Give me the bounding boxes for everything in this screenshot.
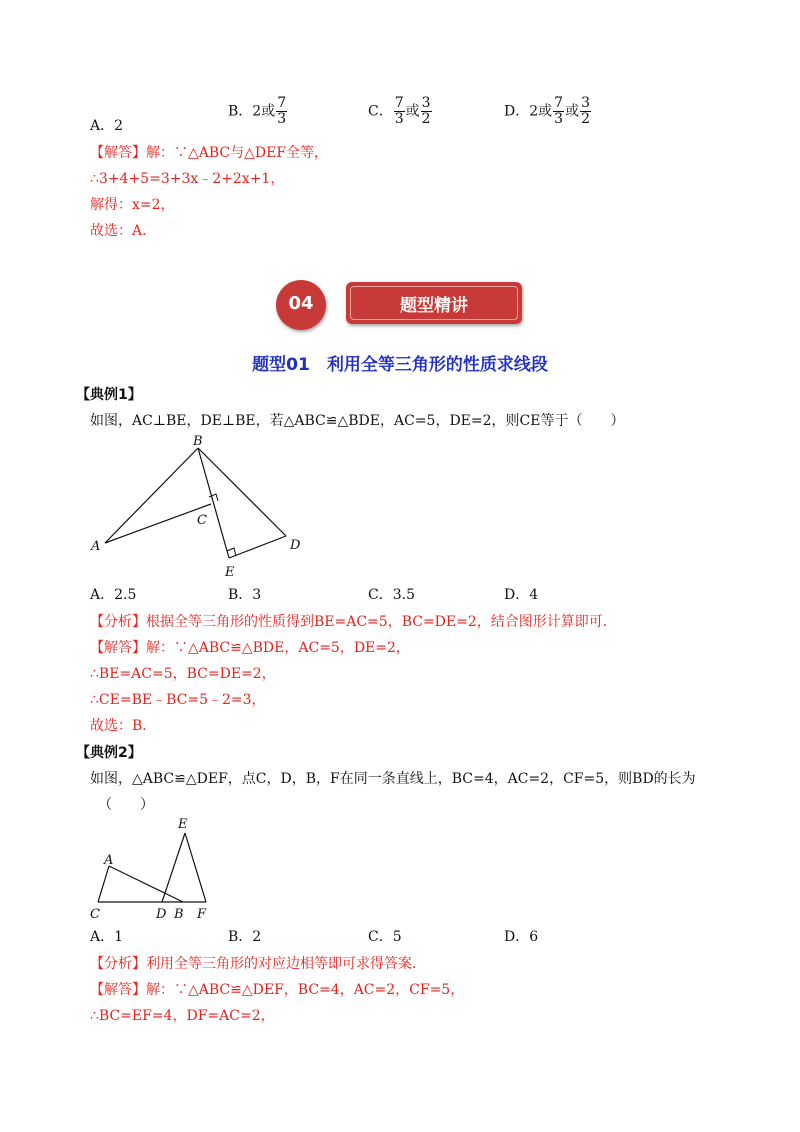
option-c-fraction-1 — [394, 96, 405, 127]
option-b-or: 或 — [261, 103, 276, 120]
fraction-numerator: 7 — [277, 95, 287, 111]
point-label-f: F — [197, 907, 207, 922]
segment-ef — [185, 833, 206, 902]
point-label-d: D — [156, 907, 167, 922]
option-c — [368, 96, 433, 127]
point-label-e: E — [178, 817, 188, 832]
example-2-figure — [86, 812, 226, 922]
example-1-option-c: C．3.5 — [368, 587, 415, 603]
example-2-solution-line-2: ∴BC=EF=4，DF=AC=2， — [90, 1008, 275, 1024]
banner-title-box — [346, 282, 522, 324]
top-solution-line-4: 故选：A． — [90, 223, 157, 239]
option-a — [90, 117, 123, 135]
fraction-numerator: 7 — [554, 95, 564, 111]
banner-number: 04 — [288, 293, 314, 314]
section-banner — [276, 280, 526, 330]
example-2-question-line-1: 如图，△ABC≌△DEF，点C，D，B，F在同一条直线上，BC=4，AC=2，CF=5，则BD的长为 — [90, 771, 696, 787]
example-2-solution-line-1: 【解答】解：∵△ABC≌△DEF，BC=4，AC=2，CF=5， — [90, 982, 465, 998]
segment-de — [162, 833, 185, 902]
fraction-denominator: 3 — [394, 111, 404, 127]
segment-ca — [98, 866, 109, 902]
top-solution-line-3: 解得：x=2， — [90, 197, 175, 213]
example-2-option-a: A．1 — [90, 929, 124, 945]
point-label-b: B — [174, 907, 184, 922]
option-a-label: A．2 — [90, 118, 124, 134]
segment-ab — [105, 448, 198, 543]
point-label-e: E — [225, 565, 235, 580]
example-1-analysis: 【分析】根据全等三角形的性质得到BE=AC=5，BC=DE=2，结合图形计算即可． — [90, 614, 617, 630]
point-label-c: C — [90, 907, 100, 922]
fraction-denominator: 2 — [581, 111, 590, 127]
option-d-or-2: 或 — [565, 103, 580, 120]
segment-ac — [105, 504, 211, 543]
option-d-fraction-1 — [553, 96, 564, 127]
example-1-solution-line-1: 【解答】解：∵△ABC≌△BDE，AC=5，DE=2， — [90, 640, 410, 656]
segment-be — [198, 448, 229, 558]
option-c-fraction-2 — [421, 96, 432, 127]
example-2-option-b: B．2 — [228, 929, 262, 945]
option-c-label: C． — [368, 103, 393, 120]
top-solution-line-1 — [90, 144, 328, 162]
example-2-analysis: 【分析】利用全等三角形的对应边相等即可求得答案． — [90, 956, 426, 972]
section-title: 题型01 利用全等三角形的性质求线段 — [252, 355, 548, 375]
fraction-numerator: 3 — [581, 95, 590, 111]
example-2-option-c: C．5 — [368, 929, 402, 945]
example-1-option-a: A．2.5 — [90, 587, 137, 603]
option-b — [228, 96, 288, 127]
fraction-denominator: 3 — [277, 111, 287, 127]
banner-number-badge — [276, 280, 326, 330]
fraction-numerator: 7 — [394, 95, 404, 111]
example-1-solution-line-2: ∴BE=AC=5，BC=DE=2， — [90, 666, 276, 682]
right-angle-c — [209, 494, 218, 501]
example-1-option-d: D．4 — [504, 587, 539, 603]
solution-text: 解：∵△ABC与△DEF全等， — [146, 145, 329, 161]
example-2-question-line-2: （ ） — [98, 797, 154, 813]
point-label-d: D — [290, 538, 301, 553]
point-label-b: B — [193, 434, 203, 449]
point-label-a: A — [91, 539, 101, 554]
segment-bd — [198, 448, 286, 536]
top-solution-line-2: ∴3+4+5=3+3x﹣2+2x+1， — [90, 171, 285, 187]
option-d-fraction-2 — [580, 96, 591, 127]
solution-tag: 【解答】 — [90, 145, 146, 161]
example-2-label: 【典例2】 — [76, 745, 142, 761]
option-b-fraction — [276, 96, 287, 127]
point-label-a: A — [104, 853, 114, 868]
example-1-figure — [88, 430, 318, 580]
banner-title: 题型精讲 — [400, 296, 468, 316]
option-d-label: D．2 — [504, 103, 539, 120]
example-2-option-d: D．6 — [504, 929, 539, 945]
option-d-or-1: 或 — [538, 103, 553, 120]
example-1-label: 【典例1】 — [76, 387, 142, 403]
example-1-solution-line-3: ∴CE=BE﹣BC=5﹣2=3， — [90, 692, 266, 708]
option-c-or: 或 — [405, 103, 420, 120]
example-1-solution-line-4: 故选：B． — [90, 718, 157, 734]
option-d — [504, 96, 592, 127]
example-1-option-b: B．3 — [228, 587, 262, 603]
option-b-label: B．2 — [228, 103, 262, 120]
fraction-denominator: 3 — [554, 111, 564, 127]
segment-ed — [229, 536, 286, 558]
fraction-numerator: 3 — [421, 95, 431, 111]
fraction-denominator: 2 — [421, 111, 431, 127]
point-label-c: C — [197, 513, 207, 528]
example-1-question: 如图，AC⊥BE，DE⊥BE，若△ABC≌△BDE，AC=5，DE=2，则CE等于（ ） — [90, 413, 625, 429]
